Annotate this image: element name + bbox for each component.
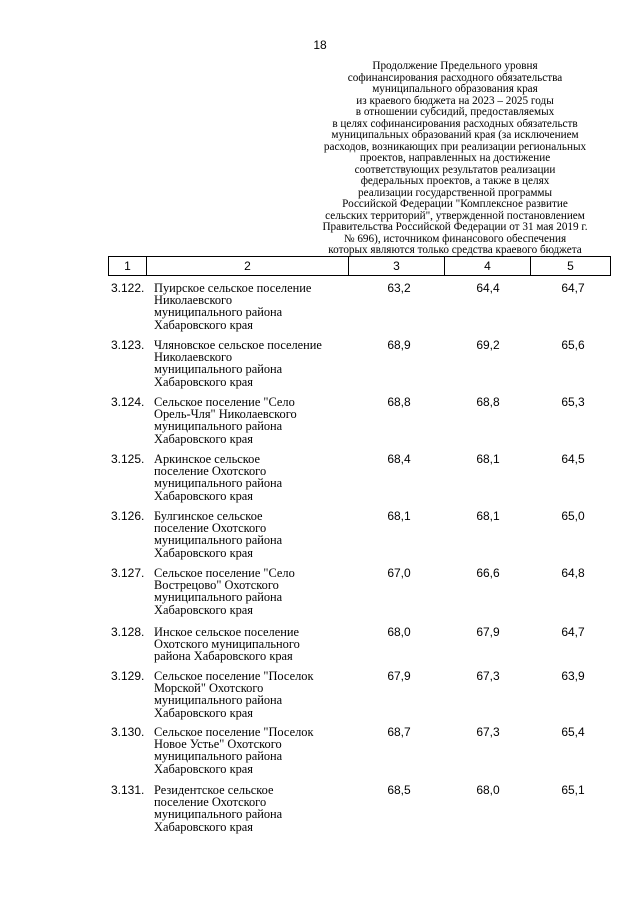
column-header-2: 2 <box>147 257 349 276</box>
caption-line: муниципального образования края <box>372 83 538 95</box>
municipality-name-line: поселение Охотского <box>154 521 267 536</box>
column-header-4: 4 <box>445 257 531 276</box>
municipality-name-line: Булгинское сельское <box>154 509 263 523</box>
column-header-1: 1 <box>109 257 147 276</box>
value-v4: 68,1 <box>476 509 500 523</box>
municipality-name-line: Николаевского <box>154 350 233 365</box>
value-v3: 68,5 <box>387 783 411 797</box>
table-row <box>108 784 614 833</box>
column-header-5: 5 <box>531 257 611 276</box>
municipality-name <box>154 339 354 388</box>
value-v5: 65,0 <box>561 509 585 523</box>
value-v3: 67,0 <box>387 566 411 580</box>
value-v3: 68,8 <box>387 395 411 409</box>
municipality-name-line: муниципального района <box>154 476 283 491</box>
value-v3: 68,7 <box>387 725 411 739</box>
caption-line: муниципальных образований края (за исключением <box>331 129 579 141</box>
caption-line: которых являются только средства краевого бюджета <box>328 244 582 256</box>
caption-line: расходов, возникающих при реализации региональных <box>323 140 587 153</box>
municipality-name-line: Вострецово" Охотского <box>154 578 279 593</box>
row-number: 3.123. <box>111 338 145 352</box>
value-v3: 68,1 <box>387 509 411 523</box>
municipality-name-line: района Хабаровского края <box>154 649 293 664</box>
table-row <box>108 339 614 388</box>
value-v4: 68,8 <box>476 395 500 409</box>
municipality-name-line: Хабаровского края <box>154 374 253 389</box>
municipality-name-line: Сельское поселение "Село <box>154 566 295 580</box>
table-row <box>108 453 614 502</box>
table-row <box>108 567 614 616</box>
value-v4: 67,3 <box>476 725 500 739</box>
municipality-name-line: Хабаровского края <box>154 761 253 776</box>
caption-line: федеральных проектов, а также в целях <box>360 175 550 187</box>
table-caption <box>300 61 610 257</box>
row-number: 3.122. <box>111 281 145 295</box>
municipality-name <box>154 567 354 616</box>
value-v4: 69,2 <box>476 338 500 352</box>
page-number: 18 <box>313 38 327 52</box>
municipality-name-line: поселение Охотского <box>154 464 267 479</box>
municipality-name <box>154 396 354 445</box>
municipality-name-line: Хабаровского края <box>154 488 253 503</box>
value-v5: 64,7 <box>561 625 585 639</box>
value-v4: 66,6 <box>476 566 500 580</box>
municipality-name-line: поселение Охотского <box>154 795 267 810</box>
caption-line: Российской Федерации "Комплексное развитие <box>342 198 568 210</box>
table-row <box>108 626 614 663</box>
municipality-name-line: Инское сельское поселение <box>154 625 299 639</box>
column-header-row <box>109 257 611 276</box>
municipality-name-line: муниципального района <box>154 590 283 605</box>
municipality-name-line: Хабаровского края <box>154 602 253 617</box>
value-v5: 65,1 <box>561 783 585 797</box>
value-v3: 67,9 <box>387 669 411 683</box>
value-v3: 63,2 <box>387 281 411 295</box>
caption-line: в целях софинансирования расходных обязательств <box>332 117 578 130</box>
value-v3: 68,9 <box>387 338 411 352</box>
municipality-name-line: Хабаровского края <box>154 317 253 332</box>
municipality-name <box>154 784 354 833</box>
municipality-name-line: Охотского муниципального <box>154 637 300 652</box>
row-number: 3.127. <box>111 566 145 580</box>
value-v3: 68,4 <box>387 452 411 466</box>
municipality-name-line: муниципального района <box>154 305 283 320</box>
value-v5: 65,3 <box>561 395 585 409</box>
municipality-name-line: Резидентское сельское <box>154 783 274 797</box>
value-v4: 67,3 <box>476 669 500 683</box>
municipality-name <box>154 510 354 559</box>
municipality-name-line: муниципального района <box>154 362 283 377</box>
row-number: 3.125. <box>111 452 145 466</box>
table-row <box>108 510 614 559</box>
municipality-name <box>154 453 354 502</box>
column-header-3: 3 <box>349 257 445 276</box>
value-v5: 64,8 <box>561 566 585 580</box>
table-row <box>108 726 614 775</box>
table-row <box>108 282 614 331</box>
caption-line: проектов, направленных на достижение <box>359 152 551 164</box>
municipality-name-line: Чляновское сельское поселение <box>154 338 322 352</box>
municipality-name-line: Пуирское сельское поселение <box>154 281 312 295</box>
municipality-name-line: Хабаровского края <box>154 545 253 560</box>
municipality-name-line: Аркинское сельское <box>154 452 260 466</box>
municipality-name-line: муниципального района <box>154 533 283 548</box>
municipality-name-line: Морской" Охотского <box>154 681 264 696</box>
caption-line: из краевого бюджета на 2023 – 2025 годы <box>356 94 554 107</box>
municipality-name-line: Сельское поселение "Поселок <box>154 669 314 683</box>
row-number: 3.128. <box>111 625 145 639</box>
municipality-name-line: Сельское поселение "Село <box>154 395 295 409</box>
value-v5: 65,6 <box>561 338 585 352</box>
value-v5: 63,9 <box>561 669 585 683</box>
municipality-name <box>154 726 354 775</box>
value-v5: 64,7 <box>561 281 585 295</box>
table-row <box>108 396 614 445</box>
row-number: 3.124. <box>111 395 145 409</box>
value-v4: 67,9 <box>476 625 500 639</box>
municipality-name-line: Орель-Чля" Николаевского <box>154 407 297 422</box>
municipality-name-line: Николаевского <box>154 293 233 308</box>
municipality-name-line: муниципального района <box>154 419 283 434</box>
caption-line: софинансирования расходного обязательства <box>347 71 563 84</box>
column-header-table <box>108 256 611 276</box>
caption-line: сельских территорий", утвержденной постановлением <box>325 209 585 222</box>
municipality-name-line: Хабаровского края <box>154 431 253 446</box>
caption-line: соответствующих результатов реализации <box>354 163 556 176</box>
municipality-name <box>154 282 354 331</box>
value-v3: 68,0 <box>387 625 411 639</box>
value-v4: 68,0 <box>476 783 500 797</box>
caption-line: Правительства Российской Федерации от 31 мая 2019 г. <box>322 221 588 233</box>
value-v4: 68,1 <box>476 452 500 466</box>
row-number: 3.131. <box>111 783 145 797</box>
municipality-name-line: Хабаровского края <box>154 705 253 720</box>
caption-line: № 696), источником финансового обеспечения <box>343 232 567 245</box>
row-number: 3.129. <box>111 669 145 683</box>
municipality-name-line: Сельское поселение "Поселок <box>154 725 314 739</box>
caption-line: Продолжение Предельного уровня <box>372 60 538 72</box>
municipality-name-line: муниципального района <box>154 693 283 708</box>
municipality-name-line: муниципального района <box>154 749 283 764</box>
municipality-name-line: Хабаровского края <box>154 819 253 834</box>
caption-line: реализации государственной программы <box>358 186 552 199</box>
caption-line: в отношении субсидий, предоставляемых <box>355 106 555 118</box>
municipality-name-line: Новое Устье" Охотского <box>154 737 282 752</box>
municipality-name <box>154 670 354 719</box>
value-v5: 65,4 <box>561 725 585 739</box>
row-number: 3.130. <box>111 725 145 739</box>
value-v5: 64,5 <box>561 452 585 466</box>
value-v4: 64,4 <box>476 281 500 295</box>
table-row <box>108 670 614 719</box>
municipality-name-line: муниципального района <box>154 807 283 822</box>
row-number: 3.126. <box>111 509 145 523</box>
municipality-name <box>154 626 354 663</box>
